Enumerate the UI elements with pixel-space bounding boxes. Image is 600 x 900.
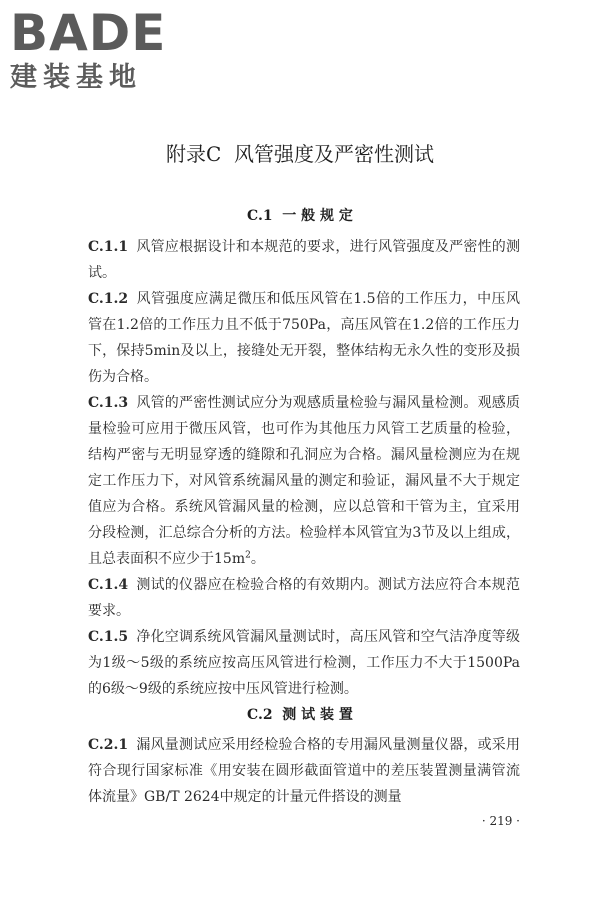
page-title: 附录C 风管强度及严密性测试 [165, 142, 435, 166]
clause-text-tail: 。 [250, 551, 265, 567]
clause-c-1-3 [88, 390, 520, 572]
clause-text: 风管应根据设计和本规范的要求，进行风管强度及严密性的测试。 [88, 239, 520, 281]
logo [10, 6, 180, 94]
clause-c-1-5 [88, 624, 520, 702]
clause-c-1-4 [88, 572, 520, 624]
clause-number: C.1.4 [88, 577, 129, 593]
logo-subtitle: 建装基地 [10, 62, 142, 93]
clause-text: 漏风量测试应采用经检验合格的专用漏风量测量仪器，或采用符合现行国家标准《用安装在圆形截面管道中的差压装置测量满管流体流量》GB/T 2624中规定的计量元件搭设的测量 [88, 737, 520, 805]
clause-c-2-1 [88, 732, 520, 810]
superscript: 2 [245, 550, 251, 561]
clause-c-1-1 [88, 234, 520, 286]
clause-number: C.1.3 [88, 395, 129, 411]
clause-text: 风管强度应满足微压和低压风管在1.5倍的工作压力，中压风管在1.2倍的工作压力且不低于750Pa，高压风管在1.2倍的工作压力下，保持5min及以上，接缝处无开裂，整体结构无永久性的变形及损伤为合格。 [88, 291, 520, 385]
logo-wordmark: BADE [10, 4, 167, 62]
clause-c-1-2 [88, 286, 520, 390]
clause-text: 风管的严密性测试应分为观感质量检验与漏风量检测。观感质量检验可应用于微压风管，也可作为其他压力风管工艺质量的检验，结构严密与无明显穿透的缝隙和孔洞应为合格。漏风量检测应为在规定工作压力下，对风管系统漏风量的测定和验证，漏风量不大于规定值应为合格。系统风管漏风量的检测，应以总管和干管为主，宜采用分段检测，汇总综合分析的方法。检验样本风管宜为3节及以上组成，且总表面积不应少于15m [88, 395, 520, 567]
clause-number: C.1.5 [88, 629, 129, 645]
section-heading-c2: C.2 测 试 装 置 [247, 707, 353, 723]
page-number: · 219 · [481, 814, 520, 828]
clause-text: 净化空调系统风管漏风量测试时，高压风管和空气洁净度等级为1级～5级的系统应按高压风管进行检测，工作压力不大于1500Pa的6级～9级的系统应按中压风管进行检测。 [88, 629, 520, 697]
section-heading-c1: C.1 一 般 规 定 [247, 208, 353, 224]
clause-number: C.1.1 [88, 239, 129, 255]
clause-number: C.2.1 [88, 737, 129, 753]
clause-number: C.1.2 [88, 291, 129, 307]
clause-text: 测试的仪器应在检验合格的有效期内。测试方法应符合本规范要求。 [88, 577, 520, 619]
